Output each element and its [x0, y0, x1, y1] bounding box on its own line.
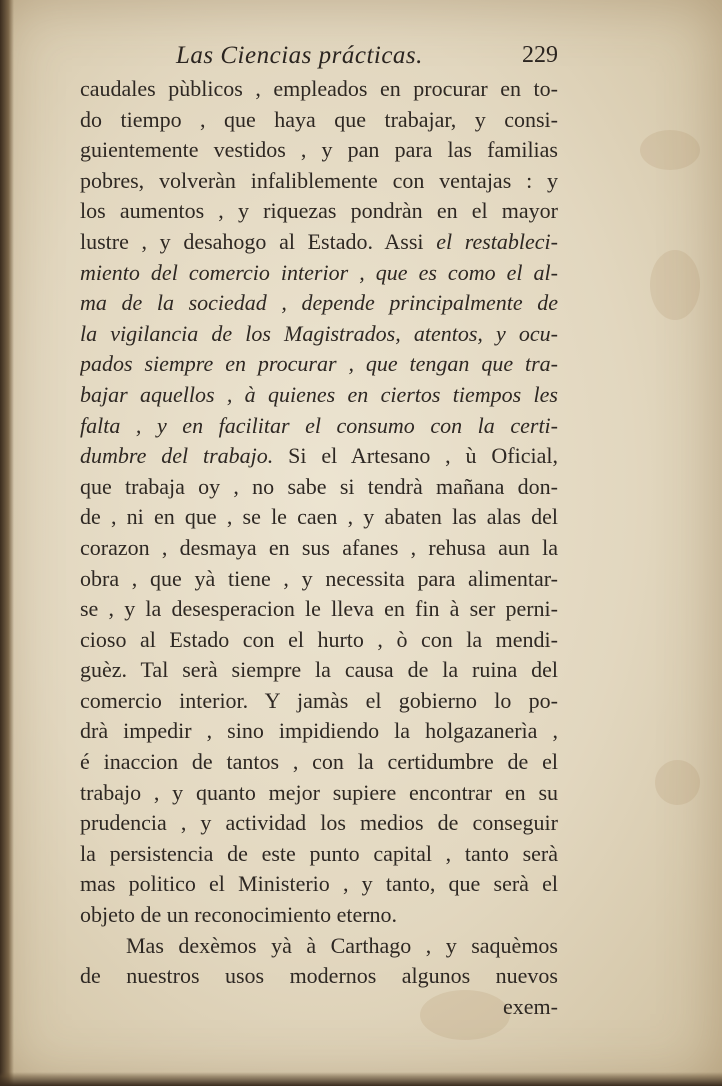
text-line — [80, 839, 558, 870]
roman-text: caudales pùblicos , empleados en procurar en to- — [80, 76, 558, 101]
paper-stain — [650, 250, 700, 320]
text-line — [80, 931, 558, 962]
italic-text: falta , y en facilitar el consumo con la certi- — [80, 412, 558, 438]
roman-text: comercio interior. Y jamàs el gobierno lo po- — [80, 687, 558, 713]
italic-text: el restableci- — [436, 228, 558, 254]
roman-text: Si el Artesano , ù Oficial, — [273, 443, 558, 469]
roman-text: lustre , y desahogo al Estado. Assi — [80, 228, 437, 254]
text-line — [80, 961, 558, 992]
text-line — [80, 808, 558, 839]
text-line — [80, 869, 558, 900]
roman-text: de nuestros usos modernos algunos nuevos — [80, 963, 558, 989]
text-line — [80, 472, 558, 503]
page-shadow-bottom — [0, 1072, 722, 1086]
italic-text: dumbre del trabajo. — [80, 443, 274, 469]
roman-text: drà impedir , sino impidiendo la holgazanerìa , — [80, 718, 558, 744]
page-shadow-left — [0, 0, 14, 1086]
roman-text: prudencia , y actividad los medios de conseguir — [80, 810, 558, 836]
roman-text: de , ni en que , se le caen , y abaten las alas del — [80, 504, 558, 530]
text-line — [80, 564, 558, 595]
text-line — [80, 441, 558, 472]
italic-text: miento del comercio interior , que es como el al- — [80, 259, 558, 285]
text-line — [80, 655, 558, 686]
running-header — [80, 40, 558, 74]
roman-text: objeto de un reconocimiento eterno. — [80, 902, 398, 928]
text-line — [80, 349, 558, 380]
italic-text: la vigilancia de los Magistrados, atentos, y ocu- — [80, 320, 558, 346]
roman-text: guèz. Tal serà siempre la causa de la ruina del — [80, 657, 558, 683]
italic-text: ma de la sociedad , depende principalmente de — [80, 290, 558, 316]
roman-text: se , y la desesperacion le lleva en fin à ser perni- — [80, 596, 558, 622]
roman-text: exem- — [503, 993, 558, 1019]
text-line — [80, 625, 558, 656]
text-line — [80, 502, 558, 533]
text-line — [80, 105, 558, 136]
roman-text: do tiempo , que haya que trabajar, y consi- — [80, 106, 558, 132]
running-title: Las Ciencias prácticas. — [176, 42, 423, 69]
text-line — [80, 716, 558, 747]
text-line — [80, 686, 558, 717]
roman-text: mas politico el Ministerio , y tanto, que serà el — [80, 871, 558, 897]
text-line — [80, 135, 558, 166]
body-text — [80, 74, 558, 1022]
italic-text: bajar aquellos , à quienes en ciertos tiempos les — [80, 381, 558, 407]
text-line — [80, 227, 558, 258]
roman-text: obra , que yà tiene , y necessita para alimentar- — [80, 565, 558, 591]
page-number: 229 — [522, 42, 558, 68]
text-line — [80, 74, 558, 105]
roman-text: corazon , desmaya en sus afanes , rehusa aun la — [80, 534, 558, 560]
roman-text: pobres, volveràn infaliblemente con ventajas : y — [80, 167, 558, 193]
text-line — [80, 166, 558, 197]
paper-stain — [640, 130, 700, 170]
text-line — [80, 594, 558, 625]
roman-text: Mas dexèmos yà à Carthago , y saquèmos — [126, 932, 558, 958]
italic-text: pados siempre en procurar , que tengan que tra- — [80, 351, 558, 377]
text-line — [80, 380, 558, 411]
roman-text: é inaccion de tantos , con la certidumbre de el — [80, 749, 558, 775]
roman-text: que trabaja oy , no sabe si tendrà mañana don- — [80, 473, 558, 499]
text-line — [80, 319, 558, 350]
text-line — [80, 258, 558, 289]
roman-text: los aumentos , y riquezas pondràn en el mayor — [80, 198, 558, 224]
text-line — [80, 288, 558, 319]
roman-text: trabajo , y quanto mejor supiere encontrar en su — [80, 779, 558, 805]
text-line — [80, 900, 558, 931]
roman-text: guientemente vestidos , y pan para las familias — [80, 137, 558, 163]
paper-stain — [655, 760, 700, 805]
roman-text: la persistencia de este punto capital , tanto serà — [80, 840, 558, 866]
text-line — [80, 196, 558, 227]
text-line — [80, 992, 558, 1023]
text-line — [80, 533, 558, 564]
roman-text: cioso al Estado con el hurto , ò con la mendi- — [80, 626, 558, 652]
text-line — [80, 411, 558, 442]
text-line — [80, 778, 558, 809]
text-line — [80, 747, 558, 778]
